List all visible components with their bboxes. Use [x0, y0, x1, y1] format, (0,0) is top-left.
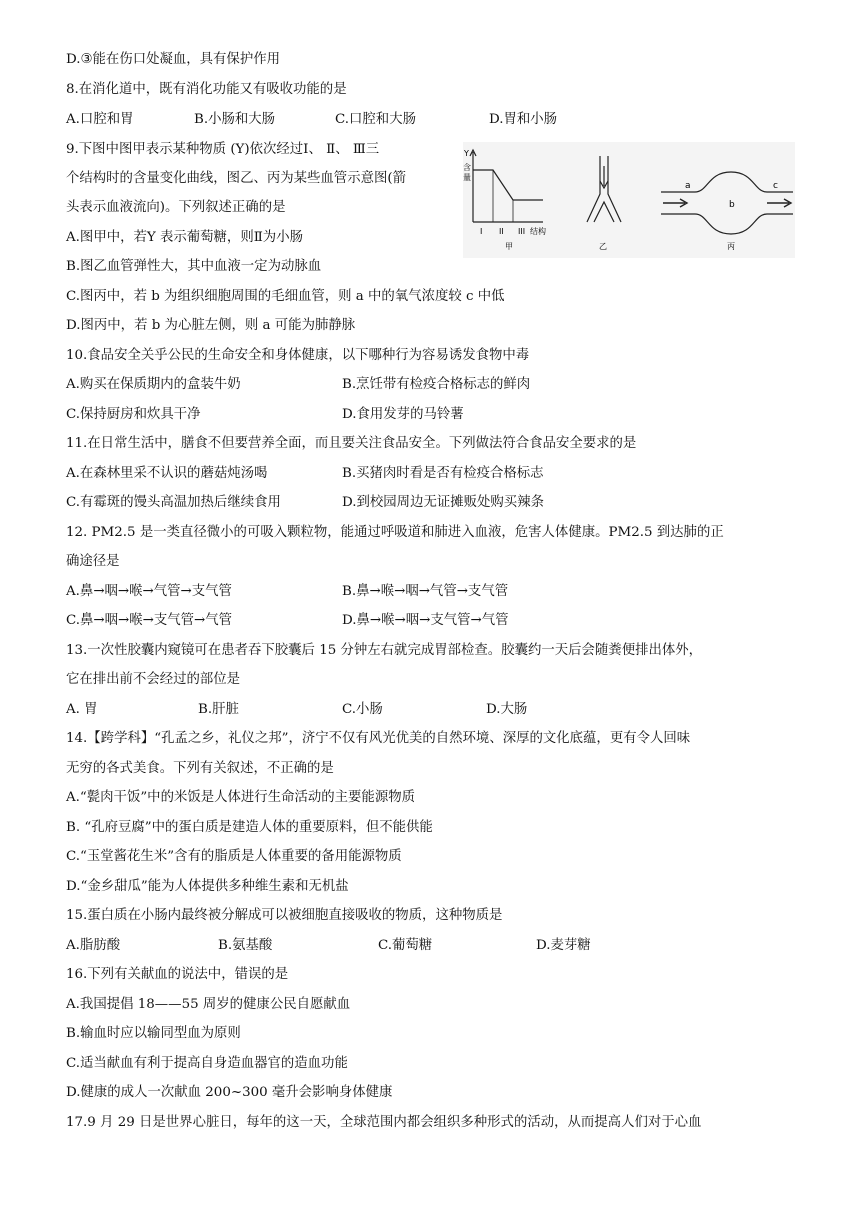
- q17-stem: 17.9 月 29 日是世界心脏日，每年的这一天，全球范围内都会组织多种形式的活动，从而提高人们对于心血: [66, 1115, 702, 1130]
- q10-option-a: A.购买在保质期内的盒装牛奶: [66, 377, 241, 392]
- q9-figure: [463, 142, 795, 258]
- q10-option-d: D.食用发芽的马铃薯: [342, 407, 464, 422]
- q12-option-b: B.鼻→喉→咽→气管→支气管: [342, 584, 509, 599]
- q10-option-c: C.保持厨房和炊具干净: [66, 407, 201, 422]
- q13-option-b: B.肝脏: [198, 702, 239, 717]
- figure-yi: [587, 156, 621, 251]
- q9-option-d: D.图丙中，若 b 为心脏左侧，则 a 可能为肺静脉: [66, 318, 356, 333]
- q9-option-c: C.图丙中，若 b 为组织细胞周围的毛细血管，则 a 中的氧气浓度较 c 中低: [66, 289, 505, 304]
- jia-y-unit-2: 量: [463, 173, 471, 182]
- q15-stem: 15.蛋白质在小肠内最终被分解成可以被细胞直接吸收的物质，这种物质是: [66, 908, 503, 923]
- q9-option-a: A.图甲中，若Y 表示葡萄糖，则Ⅱ为小肠: [66, 230, 303, 245]
- q9-stem-line3: 头表示血液流向)。下列叙述正确的是: [66, 200, 286, 215]
- q7-option-d: D.③能在伤口处凝血，具有保护作用: [66, 52, 280, 67]
- q15-option-d: D.麦芽糖: [536, 938, 591, 953]
- yi-vessel-left: [587, 156, 600, 222]
- figure-bing: [661, 172, 793, 251]
- q11-option-a: A.在森林里采不认识的蘑菇炖汤喝: [66, 466, 268, 481]
- q15-option-c: C.葡萄糖: [378, 938, 433, 953]
- jia-y-label: Y: [464, 149, 469, 158]
- q16-option-b: B.输血时应以输同型血为原则: [66, 1026, 241, 1041]
- q11-option-d: D.到校园周边无证摊贩处购买辣条: [342, 495, 544, 510]
- q8-option-b: B.小肠和大肠: [194, 112, 276, 127]
- jia-tick-3: III: [518, 227, 526, 236]
- q14-option-b: B. “孔府豆腐”中的蛋白质是建造人体的重要原料，但不能供能: [66, 820, 433, 835]
- q8-option-d: D.胃和小肠: [489, 112, 558, 127]
- yi-vessel-right: [608, 156, 621, 222]
- q16-option-a: A.我国提倡 18——55 周岁的健康公民自愿献血: [66, 997, 351, 1012]
- q11-option-b: B.买猪肉时看是否有检疫合格标志: [342, 466, 544, 481]
- q15-option-b: B.氨基酸: [218, 938, 273, 953]
- q14-option-d: D.“金乡甜瓜”能为人体提供多种维生素和无机盐: [66, 879, 349, 894]
- q12-option-c: C.鼻→咽→喉→支气管→气管: [66, 613, 233, 628]
- jia-caption: 甲: [505, 242, 513, 251]
- q12-stem-line1: 12. PM2.5 是一类直径微小的可吸入颗粒物，能通过呼吸道和肺进入血液，危害人体健康。PM2.5 到达肺的正: [66, 525, 724, 540]
- jia-x-label: 结构: [530, 227, 546, 236]
- q16-stem: 16.下列有关献血的说法中，错误的是: [66, 967, 289, 982]
- q13-stem-line2: 它在排出前不会经过的部位是: [66, 672, 241, 687]
- q8-stem: 8.在消化道中，既有消化功能又有吸收功能的是: [66, 82, 347, 97]
- jia-tick-2: II: [499, 227, 504, 236]
- bing-label-c: c: [773, 181, 778, 191]
- bing-caption: 丙: [727, 242, 735, 251]
- q9-stem-line1: 9.下图中图甲表示某种物质 (Y)依次经过Ⅰ、 Ⅱ、 Ⅲ三: [66, 142, 380, 157]
- q9-stem-line2: 个结构时的含量变化曲线，图乙、丙为某些血管示意图(箭: [66, 171, 406, 186]
- q12-stem-line2: 确途径是: [66, 554, 120, 569]
- jia-curve: [473, 170, 543, 200]
- figure-jia: [463, 149, 546, 251]
- q14-stem-line1: 14.【跨学科】“孔孟之乡，礼仪之邦”，济宁不仅有风光优美的自然环境、深厚的文化底蕴，更有令人回味: [66, 731, 691, 746]
- bing-vessel-bottom: [661, 214, 793, 234]
- q11-option-c: C.有霉斑的馒头高温加热后继续食用: [66, 495, 281, 510]
- jia-y-unit-1: 含: [463, 163, 471, 172]
- yi-caption: 乙: [599, 242, 607, 251]
- q14-option-a: A.“甏肉干饭”中的米饭是人体进行生命活动的主要能源物质: [66, 790, 415, 805]
- yi-vessel-fork: [594, 202, 614, 222]
- bing-label-b: b: [729, 200, 735, 210]
- q12-option-a: A.鼻→咽→喉→气管→支气管: [66, 584, 232, 599]
- q10-stem: 10.食品安全关乎公民的生命安全和身体健康，以下哪种行为容易诱发食物中毒: [66, 348, 530, 363]
- jia-tick-1: I: [480, 227, 483, 236]
- q16-option-c: C.适当献血有利于提高自身造血器官的造血功能: [66, 1056, 348, 1071]
- q12-option-d: D.鼻→喉→咽→支气管→气管: [342, 613, 509, 628]
- q14-option-c: C.“玉堂酱花生米”含有的脂质是人体重要的备用能源物质: [66, 849, 402, 864]
- q8-option-c: C.口腔和大肠: [335, 112, 416, 127]
- q13-option-c: C.小肠: [342, 702, 383, 717]
- q13-stem-line1: 13.一次性胶囊内窥镜可在患者吞下胶囊后 15 分钟左右就完成胃部检查。胶囊约一天后会随粪便排出体外，: [66, 643, 703, 658]
- q13-option-d: D.大肠: [486, 702, 528, 717]
- q15-option-a: A.脂肪酸: [66, 938, 121, 953]
- q8-option-a: A.口腔和胃: [66, 112, 134, 127]
- q13-option-a: A. 胃: [66, 702, 98, 717]
- q14-stem-line2: 无穷的各式美食。下列有关叙述，不正确的是: [66, 761, 334, 776]
- bing-label-a: a: [685, 181, 691, 191]
- q10-option-b: B.烹饪带有检疫合格标志的鲜肉: [342, 377, 531, 392]
- q16-option-d: D.健康的成人一次献血 200~300 毫升会影响身体健康: [66, 1085, 393, 1100]
- q11-stem: 11.在日常生活中，膳食不但要营养全面，而且要关注食品安全。下列做法符合食品安全要求的是: [66, 436, 637, 451]
- q9-figure-svg: [463, 142, 795, 258]
- q9-option-b: B.图乙血管弹性大，其中血液一定为动脉血: [66, 259, 322, 274]
